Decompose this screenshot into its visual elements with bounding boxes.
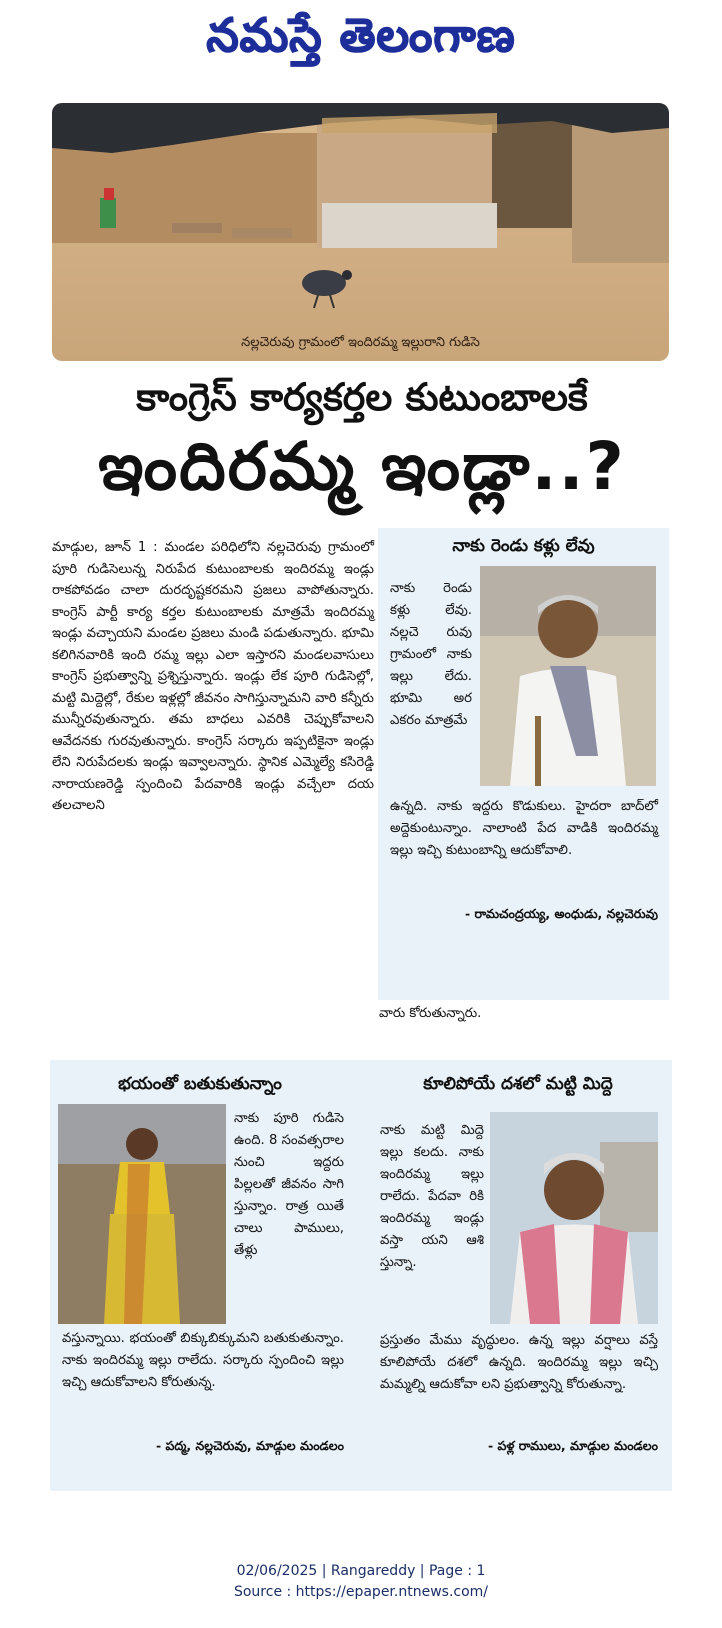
footer-date-line: 02/06/2025 | Rangareddy | Page : 1 — [236, 1563, 486, 1579]
article-continuation: వారు కోరుతున్నారు. — [379, 1006, 482, 1021]
quote-box-title: నాకు రెండు కళ్లు లేవు — [452, 536, 595, 556]
main-photo — [52, 103, 669, 361]
headline-top: కాంగ్రెస్ కార్యకర్తల కుటుంబాలకే — [136, 375, 588, 419]
quote-text-beside: నాకు మట్టి మిద్దె ఇల్లు కలదు. నాకు ఇందిరమ్మ ఇల్లు రాలేదు. పేదవా రికి ఇందిరమ్మ ఇండ్లు వస్తా యని ఆశి స్తున్నా. — [380, 1123, 484, 1270]
portrait-ramachandraiah — [480, 566, 656, 786]
portrait-ramulu — [490, 1112, 658, 1324]
quote-signature: - పద్మ, నల్లచెరువు, మాడ్గుల మండలం — [155, 1438, 344, 1453]
quote-text-below: ప్రస్తుతం మేము వృద్ధులం. ఉన్న ఇల్లు వర్షాలు వస్తే కూలిపోయే దశలో ఉన్నది. ఇందిరమ్మ ఇల్లు ఇచ్చి మమ్మల్ని ఆదుకోవా లని ప్రభుత్వాన్ని కోరుతున్నా. — [380, 1333, 658, 1392]
quote-signature: - రామచంద్రయ్య, అంధుడు, నల్లచెరువు — [464, 906, 658, 921]
article-body: మాడ్గుల, జూన్ 1 : మండల పరిధిలోని నల్లచెరువు గ్రామంలో పూరి గుడిసెలున్న నిరుపేద కుటుంబాలకు ఇందిరమ్మ ఇండ్లు రాకపోవడం చాలా దురదృష్టకరమని ప్రజలు వాపోతున్నారు. కాంగ్రెస్ పార్టీ కార్య కర్తల కుటుంబాలకు మాత్రమే ఇందిరమ్మ ఇండ్లు వచ్చాయని మండల ప్రజలు మండి పడుతున్నారు. భూమి కలిగినవారికి ఇంది రమ్మ ఇల్లు ఎలా ఇస్తారని మండలవాసులు కాంగ్రెస్ ప్రభుత్వాన్ని ప్రశ్నిస్తున్నారు. ఇండ్లు లేక పూరి గుడిసెల్లో, మట్టి మిద్దెల్లో, రేకుల ఇళ్లల్లో జీవనం సాగిస్తున్నామని వారి కన్నీరు మున్నీరవుతున్నారు. తమ బాధలు ఎవరికి చెప్పుకోవాలని ఆవేదనకు గురవుతున్నారు. కాంగ్రెస్ సర్కారు ఇప్పటికైనా ఇండ్లు లేని నిరుపేదలకు ఇండ్లు ఇవ్వాలన్నారు. స్థానిక ఎమ్మెల్యే కసిరెడ్డి నారాయణరెడ్డి స్పందించి పేదవారికి ఇండ్లు వచ్చేలా దయ తలచాలని — [52, 540, 374, 813]
main-photo-caption: నల్లచెరువు గ్రామంలో ఇందిరమ్మ ఇల్లురాని గుడిసె — [241, 335, 480, 350]
quote-box-blind — [378, 528, 669, 1000]
quote-box-title: భయంతో బతుకుతున్నాం — [118, 1074, 282, 1094]
footer-source-link[interactable]: Source : https://epaper.ntnews.com/ — [233, 1584, 489, 1600]
quote-text-beside: నాకు పూరి గుడిసె ఉంది. 8 సంవత్సరాల నుంచి ఇద్దరు పిల్లలతో జీవనం సాగి స్తున్నాం. రాత్ర యితే చాలు పాములు, తేళ్లు — [234, 1111, 344, 1258]
quote-text-beside: నాకు రెండు కళ్లు లేవు. నల్లచె రువు గ్రామంలో నాకు ఇల్లు లేదు. భూమి అర ఎకరం మాత్రమే — [390, 581, 472, 728]
portrait-padma — [58, 1104, 226, 1324]
quote-text-below: వస్తున్నాయి. భయంతో బిక్కుబిక్కుమని బతుకుతున్నాం. నాకు ఇందిరమ్మ ఇల్లు రాలేదు. సర్కారు స్పందించి ఇల్లు ఇచ్చి ఆదుకోవాలని కోరుతున్న. — [62, 1331, 344, 1390]
bottom-quotes-box — [50, 1060, 672, 1491]
quote-signature: - పళ్ల రాములు, మాడ్గుల మండలం — [487, 1438, 658, 1453]
headline-main: ఇందిరమ్మ ఇండ్లా..? — [98, 428, 626, 505]
masthead-title: నమస్తే తెలంగాణ — [206, 8, 516, 62]
masthead — [0, 8, 722, 70]
footer — [0, 1561, 722, 1603]
quote-box-title: కూలిపోయే దశలో మట్టి మిద్దె — [423, 1074, 613, 1094]
quote-text-below: ఉన్నది. నాకు ఇద్దరు కొడుకులు. హైదరా బాద్‌లో అద్దెకుంటున్నాం. నాలాంటి పేద వాడికి ఇందిరమ్మ ఇల్లు ఇచ్చి కుటుంబాన్ని ఆదుకోవాలి. — [390, 799, 658, 858]
